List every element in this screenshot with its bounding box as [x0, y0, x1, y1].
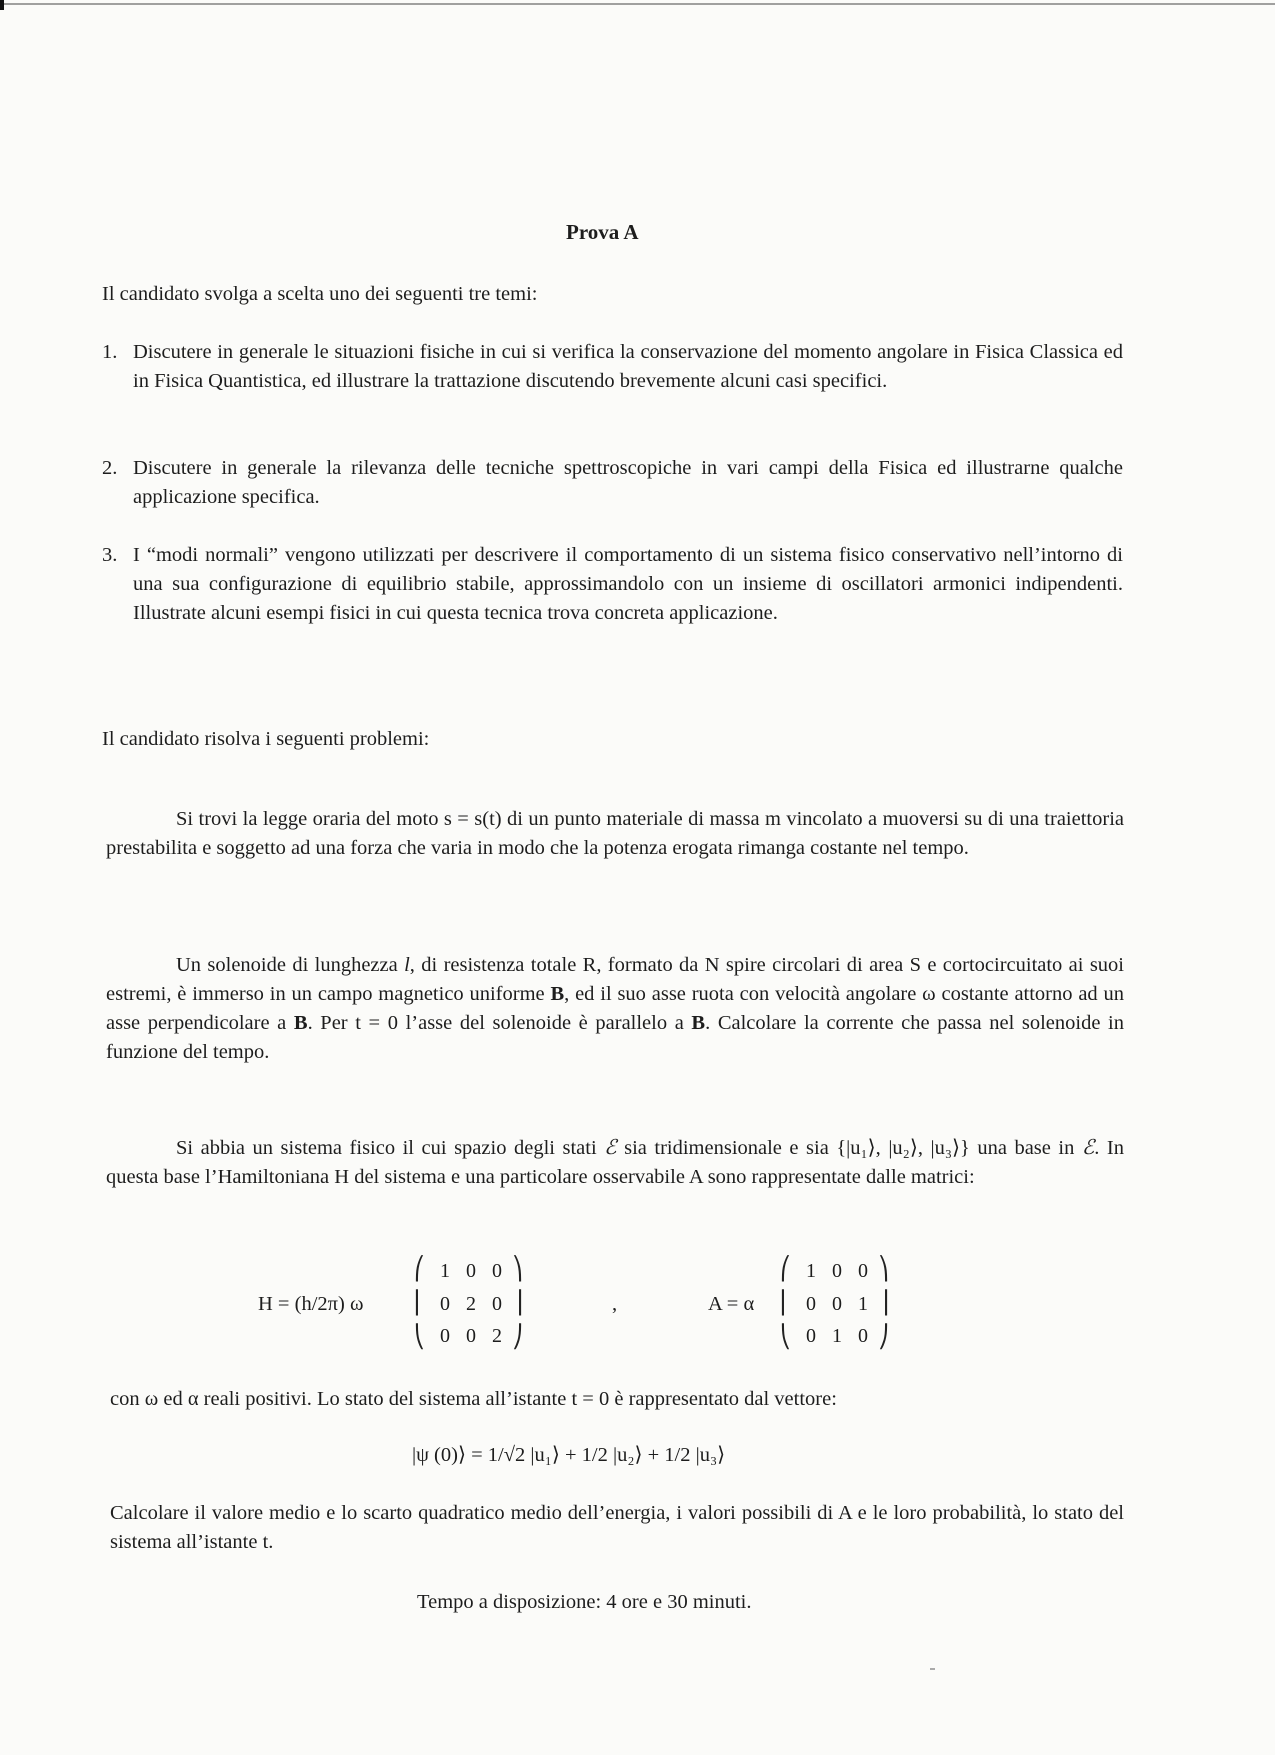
- matrix-a-label: A = α: [708, 1293, 755, 1315]
- theme-number: 3.: [102, 544, 118, 566]
- matrix-cell: 2: [492, 1325, 502, 1347]
- matrix-cell: 0: [466, 1260, 476, 1282]
- problem-1: Si trovi la legge oraria del moto s = s(t) di un punto materiale di massa m vincolato a muoversi su di una traiettoria prestabilita e soggetto ad una forza che varia in modo che la potenza erogata rimanga costante nel tempo.: [106, 808, 1124, 859]
- matrix-cell: 0: [440, 1293, 450, 1315]
- problem-2-text: , di resistenza totale R, formato da N spire circolari di area S e cortocircuitato ai suoi estremi, è immerso in un campo magnetico uniforme: [106, 954, 1124, 1005]
- matrix-separator: ,: [612, 1293, 618, 1315]
- field-symbol: B: [293, 1012, 308, 1034]
- theme-text: Discutere in generale le situazioni fisiche in cui si verifica la conservazione del momento angolare in Fisica Classica ed in Fisica Quantistica, ed illustrare la trattazione discutendo brevemente alcuni casi specifici.: [133, 341, 1123, 392]
- matrix-cell: 1: [832, 1325, 842, 1347]
- problem-3-text: Si abbia un sistema fisico il cui spazio degli stati: [176, 1137, 605, 1159]
- paren-glyph: ⎜: [780, 1291, 791, 1316]
- matrix-cell: 0: [492, 1293, 502, 1315]
- time-allowed: Tempo a disposizione: 4 ore e 30 minuti.: [417, 1591, 752, 1613]
- paren-glyph: ⎜: [414, 1291, 425, 1316]
- theme-number: 1.: [102, 341, 118, 363]
- paren-glyph: ⎠: [878, 1325, 889, 1350]
- paren-glyph: ⎞: [512, 1257, 523, 1282]
- matrix-a: [778, 1255, 898, 1365]
- state-space-symbol: ℰ: [1081, 1135, 1095, 1159]
- theme-number: 2.: [102, 457, 118, 479]
- paren-glyph: ⎝: [414, 1325, 425, 1350]
- theme-text: I “modi normali” vengono utilizzati per descrivere il comportamento di un sistema fisico conservativo nell’intorno di una sua configurazione di equilibrio stabile, approssimandolo con un insieme di oscillatori armonici indipendenti. Illustrate alcuni esempi fisici in cui questa tecnica trova concreta applicazione.: [133, 544, 1123, 624]
- paren-glyph: ⎛: [414, 1257, 425, 1282]
- field-symbol: B: [691, 1012, 706, 1034]
- field-symbol: B: [550, 983, 565, 1005]
- themes-intro: Il candidato svolga a scelta uno dei seguenti tre temi:: [102, 283, 538, 305]
- matrix-cell: 2: [466, 1293, 476, 1315]
- problem-3: [106, 1133, 1124, 1192]
- problem-2: [106, 951, 1124, 1067]
- matrix-h: [412, 1255, 532, 1365]
- problems-intro: Il candidato risolva i seguenti problemi:: [102, 728, 430, 750]
- problem-2-text: . Per t = 0 l’asse del solenoide è parallelo a: [307, 1012, 692, 1034]
- matrix-cell: 0: [858, 1325, 868, 1347]
- paren-glyph: ⎞: [878, 1257, 889, 1282]
- paren-glyph: ⎟: [878, 1291, 889, 1316]
- paren-glyph: ⎝: [780, 1325, 791, 1350]
- paren-glyph: ⎟: [512, 1291, 523, 1316]
- paren-glyph: ⎠: [512, 1325, 523, 1350]
- matrix-cell: 0: [832, 1260, 842, 1282]
- scan-speck: [930, 1668, 935, 1670]
- matrix-cell: 1: [858, 1293, 868, 1315]
- scan-top-edge: [0, 3, 1275, 5]
- matrix-cell: 0: [806, 1325, 816, 1347]
- matrix-cell: 1: [440, 1260, 450, 1282]
- matrix-cell: 0: [466, 1325, 476, 1347]
- matrix-cell: 0: [492, 1260, 502, 1282]
- length-symbol: l: [404, 954, 410, 976]
- page-title: Prova A: [566, 220, 639, 244]
- paren-glyph: ⎛: [780, 1257, 791, 1282]
- matrix-cell: 0: [806, 1293, 816, 1315]
- theme-text: Discutere in generale la rilevanza delle tecniche spettroscopiche in vari campi della Fisica ed illustrarne qualche applicazione specifica.: [133, 457, 1123, 508]
- problem-3-text: . In questa base l’Hamiltoniana H del sistema e una particolare osservabile A sono rappresentate dalle matrici:: [106, 1137, 1124, 1188]
- matrix-cell: 1: [806, 1260, 816, 1282]
- initial-state-equation: |ψ (0)⟩ = 1/√2 |u₁⟩ + 1/2 |u₂⟩ + 1/2 |u₃⟩: [412, 1444, 726, 1466]
- matrix-cell: 0: [832, 1293, 842, 1315]
- problem-3-text: sia tridimensionale e sia: [616, 1137, 837, 1159]
- basis-set: {|u₁⟩, |u₂⟩, |u₃⟩}: [836, 1137, 970, 1159]
- problem-2-text: , ed il suo asse ruota con velocità angolare ω costante attorno ad un asse perpendicolare a: [106, 983, 1124, 1034]
- matrix-cell: 0: [440, 1325, 450, 1347]
- state-space-symbol: ℰ: [604, 1135, 617, 1159]
- matrix-cell: 0: [858, 1260, 868, 1282]
- scan-corner-mark: [0, 0, 4, 10]
- problem-3-text: una base in: [969, 1137, 1082, 1159]
- after-matrices-text: con ω ed α reali positivi. Lo stato del sistema all’istante t = 0 è rappresentato dal vettore:: [110, 1388, 837, 1410]
- matrix-h-label: H = (h/2π) ω: [258, 1293, 364, 1315]
- problem-2-text: Un solenoide di lunghezza: [176, 954, 405, 976]
- final-questions: Calcolare il valore medio e lo scarto quadratico medio dell’energia, i valori possibili di A e le loro probabilità, lo stato del sistema all’istante t.: [110, 1502, 1124, 1553]
- problem-2-text: . Calcolare la corrente che passa nel solenoide in funzione del tempo.: [106, 1012, 1124, 1063]
